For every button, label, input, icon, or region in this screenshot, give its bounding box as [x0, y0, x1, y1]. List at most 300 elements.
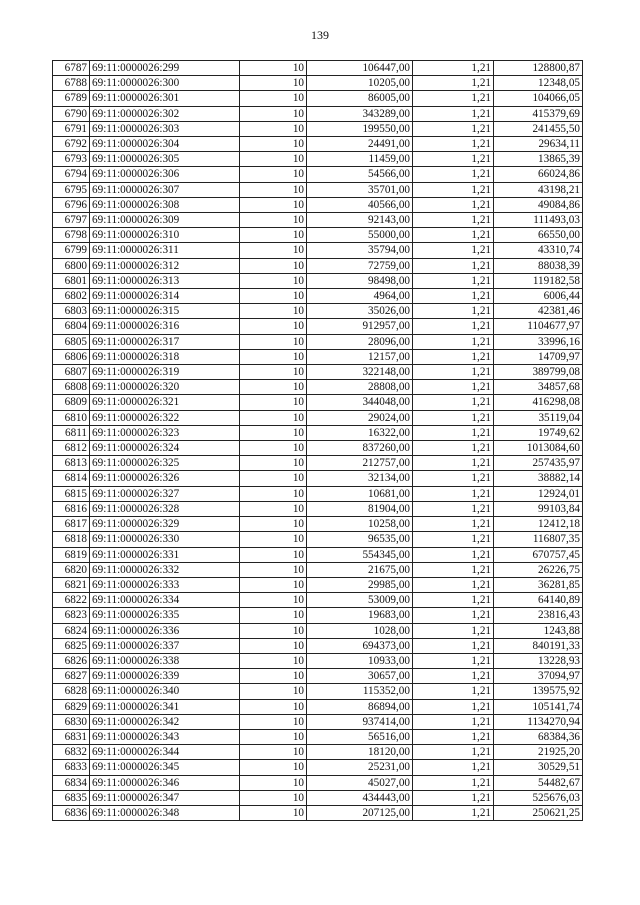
- group-code-cell: 10: [240, 805, 307, 820]
- table-row: [53, 106, 583, 121]
- area-value-cell: 29985,00: [307, 577, 413, 592]
- cadastral-value-cell: 26226,75: [494, 562, 583, 577]
- group-code-cell: 10: [240, 76, 307, 91]
- table-row: [53, 684, 583, 699]
- table-row: [53, 304, 583, 319]
- area-value-cell: 35026,00: [307, 304, 413, 319]
- area-value-cell: 837260,00: [307, 441, 413, 456]
- coefficient-cell: 1,21: [413, 395, 494, 410]
- cadastral-value-cell: 119182,58: [494, 273, 583, 288]
- cadastral-value-cell: 34857,68: [494, 380, 583, 395]
- table-row: [53, 699, 583, 714]
- row-number-cell: 6806: [53, 349, 90, 364]
- table-row: [53, 729, 583, 744]
- table-row: [53, 61, 583, 76]
- area-value-cell: 115352,00: [307, 684, 413, 699]
- cadastral-value-cell: 12348,05: [494, 76, 583, 91]
- area-value-cell: 207125,00: [307, 805, 413, 820]
- coefficient-cell: 1,21: [413, 213, 494, 228]
- cadastral-value-cell: 1243,88: [494, 623, 583, 638]
- cadastral-value-cell: 42381,46: [494, 304, 583, 319]
- cadastral-number-cell: 69:11:0000026:335: [90, 608, 240, 623]
- cadastral-number-cell: 69:11:0000026:344: [90, 745, 240, 760]
- cadastral-number-cell: 69:11:0000026:345: [90, 760, 240, 775]
- area-value-cell: 72759,00: [307, 258, 413, 273]
- row-number-cell: 6788: [53, 76, 90, 91]
- cadastral-number-cell: 69:11:0000026:341: [90, 699, 240, 714]
- cadastral-value-cell: 1104677,97: [494, 319, 583, 334]
- coefficient-cell: 1,21: [413, 729, 494, 744]
- table-row: [53, 167, 583, 182]
- group-code-cell: 10: [240, 61, 307, 76]
- area-value-cell: 35794,00: [307, 243, 413, 258]
- cadastral-number-cell: 69:11:0000026:339: [90, 669, 240, 684]
- cadastral-number-cell: 69:11:0000026:301: [90, 91, 240, 106]
- row-number-cell: 6816: [53, 501, 90, 516]
- cadastral-number-cell: 69:11:0000026:305: [90, 152, 240, 167]
- row-number-cell: 6793: [53, 152, 90, 167]
- row-number-cell: 6826: [53, 653, 90, 668]
- coefficient-cell: 1,21: [413, 410, 494, 425]
- coefficient-cell: 1,21: [413, 91, 494, 106]
- group-code-cell: 10: [240, 380, 307, 395]
- coefficient-cell: 1,21: [413, 593, 494, 608]
- table-row: [53, 334, 583, 349]
- table-row: [53, 273, 583, 288]
- area-value-cell: 106447,00: [307, 61, 413, 76]
- coefficient-cell: 1,21: [413, 152, 494, 167]
- cadastral-number-cell: 69:11:0000026:303: [90, 121, 240, 136]
- row-number-cell: 6805: [53, 334, 90, 349]
- area-value-cell: 98498,00: [307, 273, 413, 288]
- group-code-cell: 10: [240, 258, 307, 273]
- group-code-cell: 10: [240, 167, 307, 182]
- area-value-cell: 81904,00: [307, 501, 413, 516]
- row-number-cell: 6829: [53, 699, 90, 714]
- group-code-cell: 10: [240, 152, 307, 167]
- row-number-cell: 6836: [53, 805, 90, 820]
- cadastral-value-cell: 30529,51: [494, 760, 583, 775]
- table-row: [53, 790, 583, 805]
- area-value-cell: 53009,00: [307, 593, 413, 608]
- coefficient-cell: 1,21: [413, 486, 494, 501]
- cadastral-value-cell: 6006,44: [494, 289, 583, 304]
- cadastral-number-cell: 69:11:0000026:315: [90, 304, 240, 319]
- coefficient-cell: 1,21: [413, 805, 494, 820]
- group-code-cell: 10: [240, 456, 307, 471]
- coefficient-cell: 1,21: [413, 61, 494, 76]
- table-row: [53, 289, 583, 304]
- row-number-cell: 6812: [53, 441, 90, 456]
- cadastral-number-cell: 69:11:0000026:338: [90, 653, 240, 668]
- table-row: [53, 76, 583, 91]
- cadastral-value-cell: 37094,97: [494, 669, 583, 684]
- row-number-cell: 6796: [53, 197, 90, 212]
- group-code-cell: 10: [240, 729, 307, 744]
- table-row: [53, 593, 583, 608]
- table-row: [53, 623, 583, 638]
- coefficient-cell: 1,21: [413, 501, 494, 516]
- group-code-cell: 10: [240, 517, 307, 532]
- coefficient-cell: 1,21: [413, 638, 494, 653]
- area-value-cell: 10258,00: [307, 517, 413, 532]
- cadastral-number-cell: 69:11:0000026:317: [90, 334, 240, 349]
- cadastral-number-cell: 69:11:0000026:347: [90, 790, 240, 805]
- table-row: [53, 638, 583, 653]
- cadastral-number-cell: 69:11:0000026:329: [90, 517, 240, 532]
- row-number-cell: 6798: [53, 228, 90, 243]
- table-row: [53, 471, 583, 486]
- coefficient-cell: 1,21: [413, 137, 494, 152]
- cadastral-number-cell: 69:11:0000026:337: [90, 638, 240, 653]
- cadastral-value-cell: 12924,01: [494, 486, 583, 501]
- table-row: [53, 182, 583, 197]
- table-row: [53, 349, 583, 364]
- cadastral-value-cell: 68384,36: [494, 729, 583, 744]
- area-value-cell: 86005,00: [307, 91, 413, 106]
- cadastral-value-cell: 415379,69: [494, 106, 583, 121]
- cadastral-value-cell: 88038,39: [494, 258, 583, 273]
- cadastral-number-cell: 69:11:0000026:310: [90, 228, 240, 243]
- area-value-cell: 212757,00: [307, 456, 413, 471]
- area-value-cell: 96535,00: [307, 532, 413, 547]
- row-number-cell: 6802: [53, 289, 90, 304]
- cadastral-number-cell: 69:11:0000026:336: [90, 623, 240, 638]
- group-code-cell: 10: [240, 106, 307, 121]
- area-value-cell: 54566,00: [307, 167, 413, 182]
- cadastral-value-cell: 13228,93: [494, 653, 583, 668]
- cadastral-value-cell: 13865,39: [494, 152, 583, 167]
- cadastral-number-cell: 69:11:0000026:325: [90, 456, 240, 471]
- row-number-cell: 6809: [53, 395, 90, 410]
- group-code-cell: 10: [240, 547, 307, 562]
- row-number-cell: 6825: [53, 638, 90, 653]
- area-value-cell: 32134,00: [307, 471, 413, 486]
- area-value-cell: 1028,00: [307, 623, 413, 638]
- group-code-cell: 10: [240, 304, 307, 319]
- cadastral-number-cell: 69:11:0000026:308: [90, 197, 240, 212]
- cadastral-number-cell: 69:11:0000026:348: [90, 805, 240, 820]
- group-code-cell: 10: [240, 714, 307, 729]
- group-code-cell: 10: [240, 623, 307, 638]
- cadastral-value-cell: 66024,86: [494, 167, 583, 182]
- cadastral-number-cell: 69:11:0000026:324: [90, 441, 240, 456]
- coefficient-cell: 1,21: [413, 349, 494, 364]
- area-value-cell: 937414,00: [307, 714, 413, 729]
- group-code-cell: 10: [240, 410, 307, 425]
- cadastral-number-cell: 69:11:0000026:319: [90, 365, 240, 380]
- area-value-cell: 28096,00: [307, 334, 413, 349]
- group-code-cell: 10: [240, 441, 307, 456]
- group-code-cell: 10: [240, 243, 307, 258]
- area-value-cell: 11459,00: [307, 152, 413, 167]
- group-code-cell: 10: [240, 760, 307, 775]
- table-row: [53, 456, 583, 471]
- area-value-cell: 21675,00: [307, 562, 413, 577]
- area-value-cell: 199550,00: [307, 121, 413, 136]
- coefficient-cell: 1,21: [413, 714, 494, 729]
- table-row: [53, 410, 583, 425]
- area-value-cell: 343289,00: [307, 106, 413, 121]
- cadastral-value-cell: 64140,89: [494, 593, 583, 608]
- row-number-cell: 6810: [53, 410, 90, 425]
- table-body: [53, 61, 583, 821]
- area-value-cell: 344048,00: [307, 395, 413, 410]
- cadastral-value-cell: 241455,50: [494, 121, 583, 136]
- cadastral-number-cell: 69:11:0000026:322: [90, 410, 240, 425]
- cadastral-number-cell: 69:11:0000026:323: [90, 425, 240, 440]
- group-code-cell: 10: [240, 745, 307, 760]
- cadastral-number-cell: 69:11:0000026:306: [90, 167, 240, 182]
- row-number-cell: 6824: [53, 623, 90, 638]
- table-row: [53, 213, 583, 228]
- table-row: [53, 547, 583, 562]
- group-code-cell: 10: [240, 228, 307, 243]
- row-number-cell: 6791: [53, 121, 90, 136]
- table-row: [53, 608, 583, 623]
- table-row: [53, 517, 583, 532]
- row-number-cell: 6803: [53, 304, 90, 319]
- row-number-cell: 6819: [53, 547, 90, 562]
- table-row: [53, 425, 583, 440]
- group-code-cell: 10: [240, 790, 307, 805]
- group-code-cell: 10: [240, 699, 307, 714]
- row-number-cell: 6800: [53, 258, 90, 273]
- cadastral-number-cell: 69:11:0000026:318: [90, 349, 240, 364]
- group-code-cell: 10: [240, 775, 307, 790]
- row-number-cell: 6814: [53, 471, 90, 486]
- area-value-cell: 92143,00: [307, 213, 413, 228]
- coefficient-cell: 1,21: [413, 197, 494, 212]
- row-number-cell: 6817: [53, 517, 90, 532]
- cadastral-value-table: [52, 60, 583, 821]
- area-value-cell: 19683,00: [307, 608, 413, 623]
- table-row: [53, 745, 583, 760]
- area-value-cell: 10933,00: [307, 653, 413, 668]
- area-value-cell: 56516,00: [307, 729, 413, 744]
- page-number: 139: [311, 28, 329, 42]
- coefficient-cell: 1,21: [413, 790, 494, 805]
- area-value-cell: 28808,00: [307, 380, 413, 395]
- cadastral-value-cell: 670757,45: [494, 547, 583, 562]
- coefficient-cell: 1,21: [413, 380, 494, 395]
- row-number-cell: 6808: [53, 380, 90, 395]
- coefficient-cell: 1,21: [413, 273, 494, 288]
- row-number-cell: 6799: [53, 243, 90, 258]
- coefficient-cell: 1,21: [413, 699, 494, 714]
- row-number-cell: 6823: [53, 608, 90, 623]
- cadastral-value-cell: 38882,14: [494, 471, 583, 486]
- row-number-cell: 6794: [53, 167, 90, 182]
- area-value-cell: 554345,00: [307, 547, 413, 562]
- cadastral-number-cell: 69:11:0000026:304: [90, 137, 240, 152]
- group-code-cell: 10: [240, 319, 307, 334]
- coefficient-cell: 1,21: [413, 684, 494, 699]
- coefficient-cell: 1,21: [413, 623, 494, 638]
- cadastral-number-cell: 69:11:0000026:326: [90, 471, 240, 486]
- table-row: [53, 152, 583, 167]
- table-row: [53, 760, 583, 775]
- coefficient-cell: 1,21: [413, 365, 494, 380]
- group-code-cell: 10: [240, 213, 307, 228]
- group-code-cell: 10: [240, 501, 307, 516]
- area-value-cell: 912957,00: [307, 319, 413, 334]
- cadastral-value-cell: 14709,97: [494, 349, 583, 364]
- cadastral-value-cell: 66550,00: [494, 228, 583, 243]
- cadastral-number-cell: 69:11:0000026:331: [90, 547, 240, 562]
- cadastral-number-cell: 69:11:0000026:346: [90, 775, 240, 790]
- table-row: [53, 121, 583, 136]
- coefficient-cell: 1,21: [413, 76, 494, 91]
- area-value-cell: 10205,00: [307, 76, 413, 91]
- cadastral-number-cell: 69:11:0000026:311: [90, 243, 240, 258]
- cadastral-number-cell: 69:11:0000026:320: [90, 380, 240, 395]
- area-value-cell: 24491,00: [307, 137, 413, 152]
- table-row: [53, 395, 583, 410]
- table-row: [53, 501, 583, 516]
- row-number-cell: 6787: [53, 61, 90, 76]
- group-code-cell: 10: [240, 137, 307, 152]
- coefficient-cell: 1,21: [413, 669, 494, 684]
- cadastral-value-cell: 49084,86: [494, 197, 583, 212]
- cadastral-value-cell: 23816,43: [494, 608, 583, 623]
- cadastral-value-cell: 54482,67: [494, 775, 583, 790]
- group-code-cell: 10: [240, 638, 307, 653]
- table-row: [53, 562, 583, 577]
- cadastral-number-cell: 69:11:0000026:313: [90, 273, 240, 288]
- cadastral-number-cell: 69:11:0000026:316: [90, 319, 240, 334]
- coefficient-cell: 1,21: [413, 441, 494, 456]
- area-value-cell: 55000,00: [307, 228, 413, 243]
- row-number-cell: 6811: [53, 425, 90, 440]
- cadastral-value-cell: 99103,84: [494, 501, 583, 516]
- row-number-cell: 6828: [53, 684, 90, 699]
- coefficient-cell: 1,21: [413, 562, 494, 577]
- cadastral-number-cell: 69:11:0000026:327: [90, 486, 240, 501]
- area-value-cell: 35701,00: [307, 182, 413, 197]
- table-row: [53, 805, 583, 820]
- coefficient-cell: 1,21: [413, 775, 494, 790]
- group-code-cell: 10: [240, 121, 307, 136]
- row-number-cell: 6795: [53, 182, 90, 197]
- cadastral-value-cell: 12412,18: [494, 517, 583, 532]
- coefficient-cell: 1,21: [413, 653, 494, 668]
- group-code-cell: 10: [240, 653, 307, 668]
- area-value-cell: 434443,00: [307, 790, 413, 805]
- area-value-cell: 694373,00: [307, 638, 413, 653]
- table-row: [53, 243, 583, 258]
- coefficient-cell: 1,21: [413, 425, 494, 440]
- cadastral-value-cell: 525676,03: [494, 790, 583, 805]
- group-code-cell: 10: [240, 197, 307, 212]
- group-code-cell: 10: [240, 91, 307, 106]
- cadastral-value-cell: 105141,74: [494, 699, 583, 714]
- cadastral-number-cell: 69:11:0000026:332: [90, 562, 240, 577]
- row-number-cell: 6821: [53, 577, 90, 592]
- coefficient-cell: 1,21: [413, 517, 494, 532]
- group-code-cell: 10: [240, 684, 307, 699]
- coefficient-cell: 1,21: [413, 532, 494, 547]
- table-row: [53, 441, 583, 456]
- table-row: [53, 319, 583, 334]
- cadastral-number-cell: 69:11:0000026:342: [90, 714, 240, 729]
- table-row: [53, 577, 583, 592]
- cadastral-value-cell: 36281,85: [494, 577, 583, 592]
- group-code-cell: 10: [240, 486, 307, 501]
- coefficient-cell: 1,21: [413, 577, 494, 592]
- row-number-cell: 6815: [53, 486, 90, 501]
- row-number-cell: 6822: [53, 593, 90, 608]
- group-code-cell: 10: [240, 562, 307, 577]
- cadastral-number-cell: 69:11:0000026:343: [90, 729, 240, 744]
- group-code-cell: 10: [240, 471, 307, 486]
- cadastral-number-cell: 69:11:0000026:321: [90, 395, 240, 410]
- cadastral-number-cell: 69:11:0000026:302: [90, 106, 240, 121]
- group-code-cell: 10: [240, 349, 307, 364]
- row-number-cell: 6818: [53, 532, 90, 547]
- area-value-cell: 16322,00: [307, 425, 413, 440]
- group-code-cell: 10: [240, 182, 307, 197]
- row-number-cell: 6790: [53, 106, 90, 121]
- cadastral-value-cell: 416298,08: [494, 395, 583, 410]
- coefficient-cell: 1,21: [413, 745, 494, 760]
- row-number-cell: 6820: [53, 562, 90, 577]
- group-code-cell: 10: [240, 273, 307, 288]
- row-number-cell: 6804: [53, 319, 90, 334]
- area-value-cell: 40566,00: [307, 197, 413, 212]
- area-value-cell: 45027,00: [307, 775, 413, 790]
- group-code-cell: 10: [240, 395, 307, 410]
- cadastral-number-cell: 69:11:0000026:333: [90, 577, 240, 592]
- row-number-cell: 6834: [53, 775, 90, 790]
- cadastral-number-cell: 69:11:0000026:330: [90, 532, 240, 547]
- coefficient-cell: 1,21: [413, 334, 494, 349]
- cadastral-value-cell: 389799,08: [494, 365, 583, 380]
- cadastral-number-cell: 69:11:0000026:314: [90, 289, 240, 304]
- row-number-cell: 6830: [53, 714, 90, 729]
- cadastral-number-cell: 69:11:0000026:328: [90, 501, 240, 516]
- row-number-cell: 6797: [53, 213, 90, 228]
- coefficient-cell: 1,21: [413, 228, 494, 243]
- table-row: [53, 197, 583, 212]
- table-row: [53, 228, 583, 243]
- coefficient-cell: 1,21: [413, 182, 494, 197]
- cadastral-number-cell: 69:11:0000026:300: [90, 76, 240, 91]
- area-value-cell: 12157,00: [307, 349, 413, 364]
- row-number-cell: 6789: [53, 91, 90, 106]
- table-row: [53, 532, 583, 547]
- coefficient-cell: 1,21: [413, 121, 494, 136]
- row-number-cell: 6831: [53, 729, 90, 744]
- table-row: [53, 258, 583, 273]
- table-row: [53, 486, 583, 501]
- group-code-cell: 10: [240, 425, 307, 440]
- group-code-cell: 10: [240, 289, 307, 304]
- cadastral-number-cell: 69:11:0000026:309: [90, 213, 240, 228]
- cadastral-value-cell: 116807,35: [494, 532, 583, 547]
- cadastral-value-cell: 29634,11: [494, 137, 583, 152]
- cadastral-value-cell: 21925,20: [494, 745, 583, 760]
- row-number-cell: 6827: [53, 669, 90, 684]
- coefficient-cell: 1,21: [413, 243, 494, 258]
- table-row: [53, 380, 583, 395]
- cadastral-value-cell: 43198,21: [494, 182, 583, 197]
- coefficient-cell: 1,21: [413, 167, 494, 182]
- table-row: [53, 775, 583, 790]
- cadastral-value-cell: 43310,74: [494, 243, 583, 258]
- area-value-cell: 29024,00: [307, 410, 413, 425]
- table-row: [53, 669, 583, 684]
